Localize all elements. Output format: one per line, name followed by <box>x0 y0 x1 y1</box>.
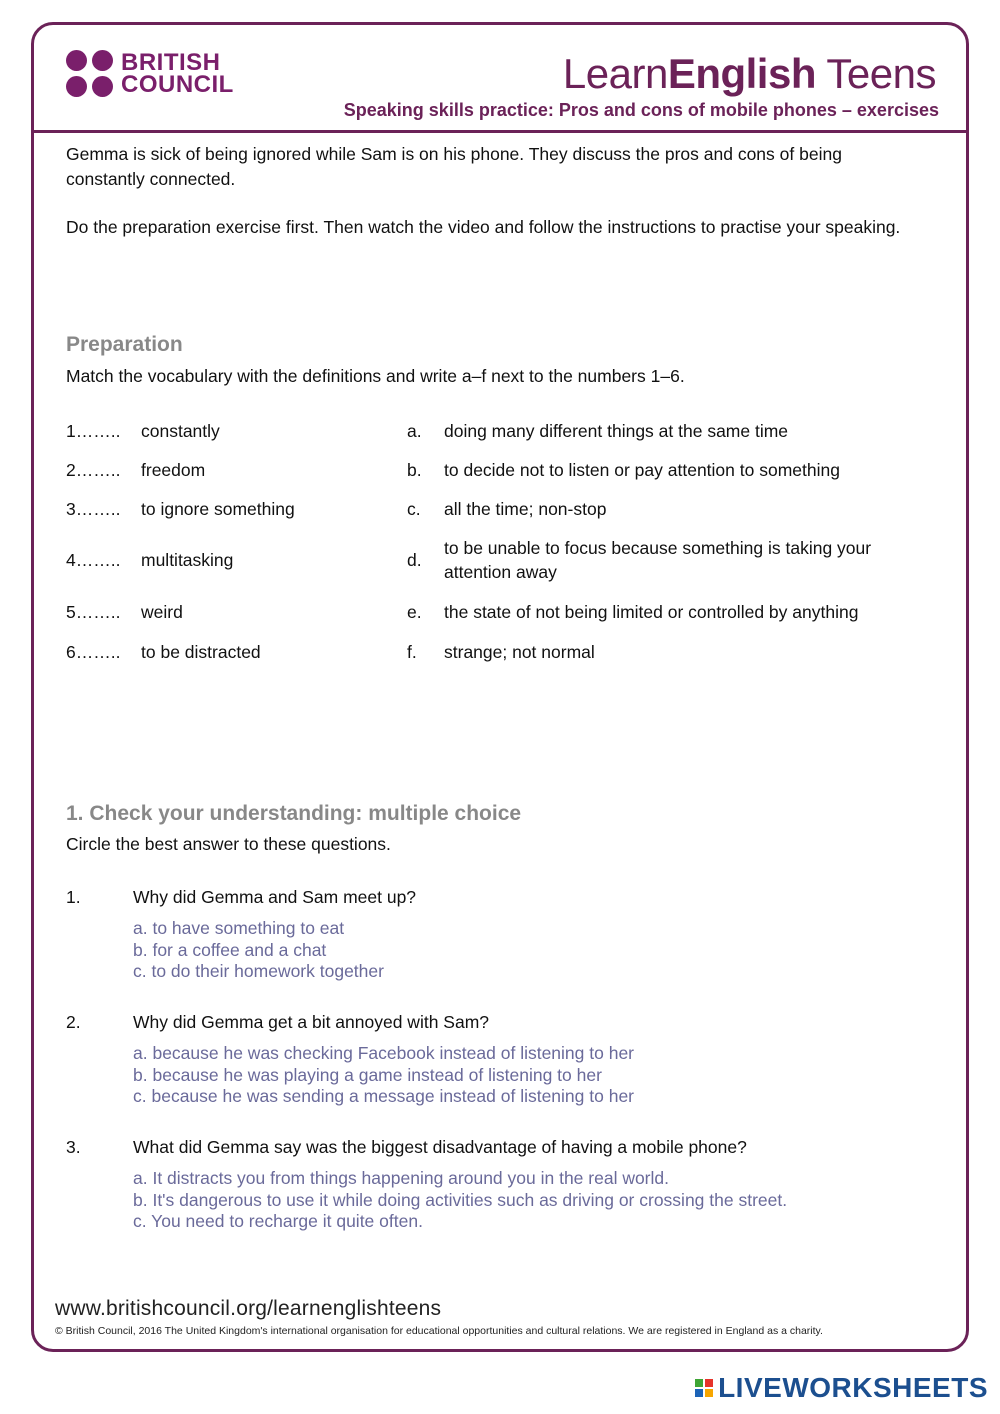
question-text: Why did Gemma and Sam meet up? <box>133 887 417 907</box>
intro-paragraph-1: Gemma is sick of being ignored while Sam is on his phone. They discuss the pros and cons of being constantly connected. <box>66 144 842 189</box>
answer-options <box>133 1043 634 1108</box>
definition-text: the state of not being limited or controlled by anything <box>444 602 859 622</box>
footer-copyright: © British Council, 2016 The United Kingdom's international organisation for educational opportunities and cultural relations. We are registered in England as a charity. <box>55 1325 823 1337</box>
question-number: 3. <box>66 1137 81 1157</box>
definition-letter: f. <box>407 641 417 662</box>
intro-text <box>66 142 906 264</box>
definition-text: to be unable to focus because something is taking your attention away <box>444 538 872 582</box>
vocab-number[interactable]: 1…….. <box>66 420 121 441</box>
question-text: What did Gemma say was the biggest disadvantage of having a mobile phone? <box>133 1137 747 1157</box>
question-number: 1. <box>66 887 81 907</box>
answer-option[interactable]: c. to do their homework together <box>133 961 384 981</box>
intro-paragraph-2: Do the preparation exercise first. Then watch the video and follow the instructions to practise your speaking. <box>66 217 901 237</box>
answer-option[interactable]: a. to have something to eat <box>133 918 345 938</box>
brand-english: English <box>667 50 816 97</box>
vocab-number[interactable]: 2…….. <box>66 459 121 480</box>
definition-letter: e. <box>407 601 422 622</box>
definition-letter: a. <box>407 420 422 441</box>
brand-teens: Teens <box>816 50 936 97</box>
answer-option[interactable]: c. because he was sending a message instead of listening to her <box>133 1086 635 1106</box>
vocab-word: to be distracted <box>141 641 261 662</box>
vocab-row <box>66 535 916 585</box>
vocab-word: multitasking <box>141 549 234 570</box>
answer-options <box>133 918 384 983</box>
check-instruction: Circle the best answer to these questions. <box>66 834 391 854</box>
vocab-row <box>66 627 916 677</box>
vocab-row <box>66 484 916 534</box>
definition-text: strange; not normal <box>444 642 595 662</box>
answer-options <box>133 1168 787 1233</box>
vocab-number[interactable]: 3…….. <box>66 498 121 519</box>
logo-line-1: BRITISH <box>121 48 221 76</box>
preparation-heading: Preparation <box>66 333 183 356</box>
definition-text: doing many different things at the same time <box>444 421 789 441</box>
vocab-number[interactable]: 4…….. <box>66 549 121 570</box>
learnenglish-teens-logo <box>563 50 936 98</box>
header-divider <box>31 130 969 133</box>
definition-text: all the time; non-stop <box>444 499 607 519</box>
vocab-word: weird <box>141 601 183 622</box>
liveworksheets-icon <box>695 1379 713 1397</box>
vocab-number[interactable]: 6…….. <box>66 641 121 662</box>
answer-option[interactable]: a. because he was checking Facebook instead of listening to her <box>133 1043 635 1063</box>
vocab-word: constantly <box>141 420 220 441</box>
vocab-word: to ignore something <box>141 498 295 519</box>
liveworksheets-watermark <box>695 1372 988 1404</box>
question-text: Why did Gemma get a bit annoyed with Sam? <box>133 1012 490 1032</box>
british-council-dots-icon <box>66 50 113 97</box>
definition-letter: b. <box>407 459 422 480</box>
answer-option[interactable]: a. It distracts you from things happening around you in the real world. <box>133 1168 669 1188</box>
footer-url[interactable]: www.britishcouncil.org/learnenglishteens <box>55 1297 442 1320</box>
answer-option[interactable]: b. because he was playing a game instead of listening to her <box>133 1064 602 1085</box>
answer-option[interactable]: b. for a coffee and a chat <box>133 939 327 960</box>
question-number: 2. <box>66 1012 81 1032</box>
british-council-logo <box>66 50 234 97</box>
check-understanding-heading: 1. Check your understanding: multiple choice <box>66 802 522 825</box>
answer-option[interactable]: b. It's dangerous to use it while doing activities such as driving or crossing the street. <box>133 1189 788 1210</box>
logo-line-2: COUNCIL <box>121 70 234 98</box>
answer-option[interactable]: c. You need to recharge it quite often. <box>133 1211 423 1231</box>
definition-text: to decide not to listen or pay attention to something <box>444 460 840 480</box>
brand-learn: Learn <box>562 50 668 97</box>
definition-letter: d. <box>407 549 422 570</box>
page-subtitle: Speaking skills practice: Pros and cons of mobile phones – exercises <box>343 100 939 120</box>
liveworksheets-text: LIVEWORKSHEETS <box>718 1372 988 1403</box>
definition-letter: c. <box>407 498 421 519</box>
preparation-instruction: Match the vocabulary with the definitions and write a–f next to the numbers 1–6. <box>66 366 685 386</box>
vocab-word: freedom <box>141 459 206 480</box>
vocab-number[interactable]: 5…….. <box>66 601 121 622</box>
